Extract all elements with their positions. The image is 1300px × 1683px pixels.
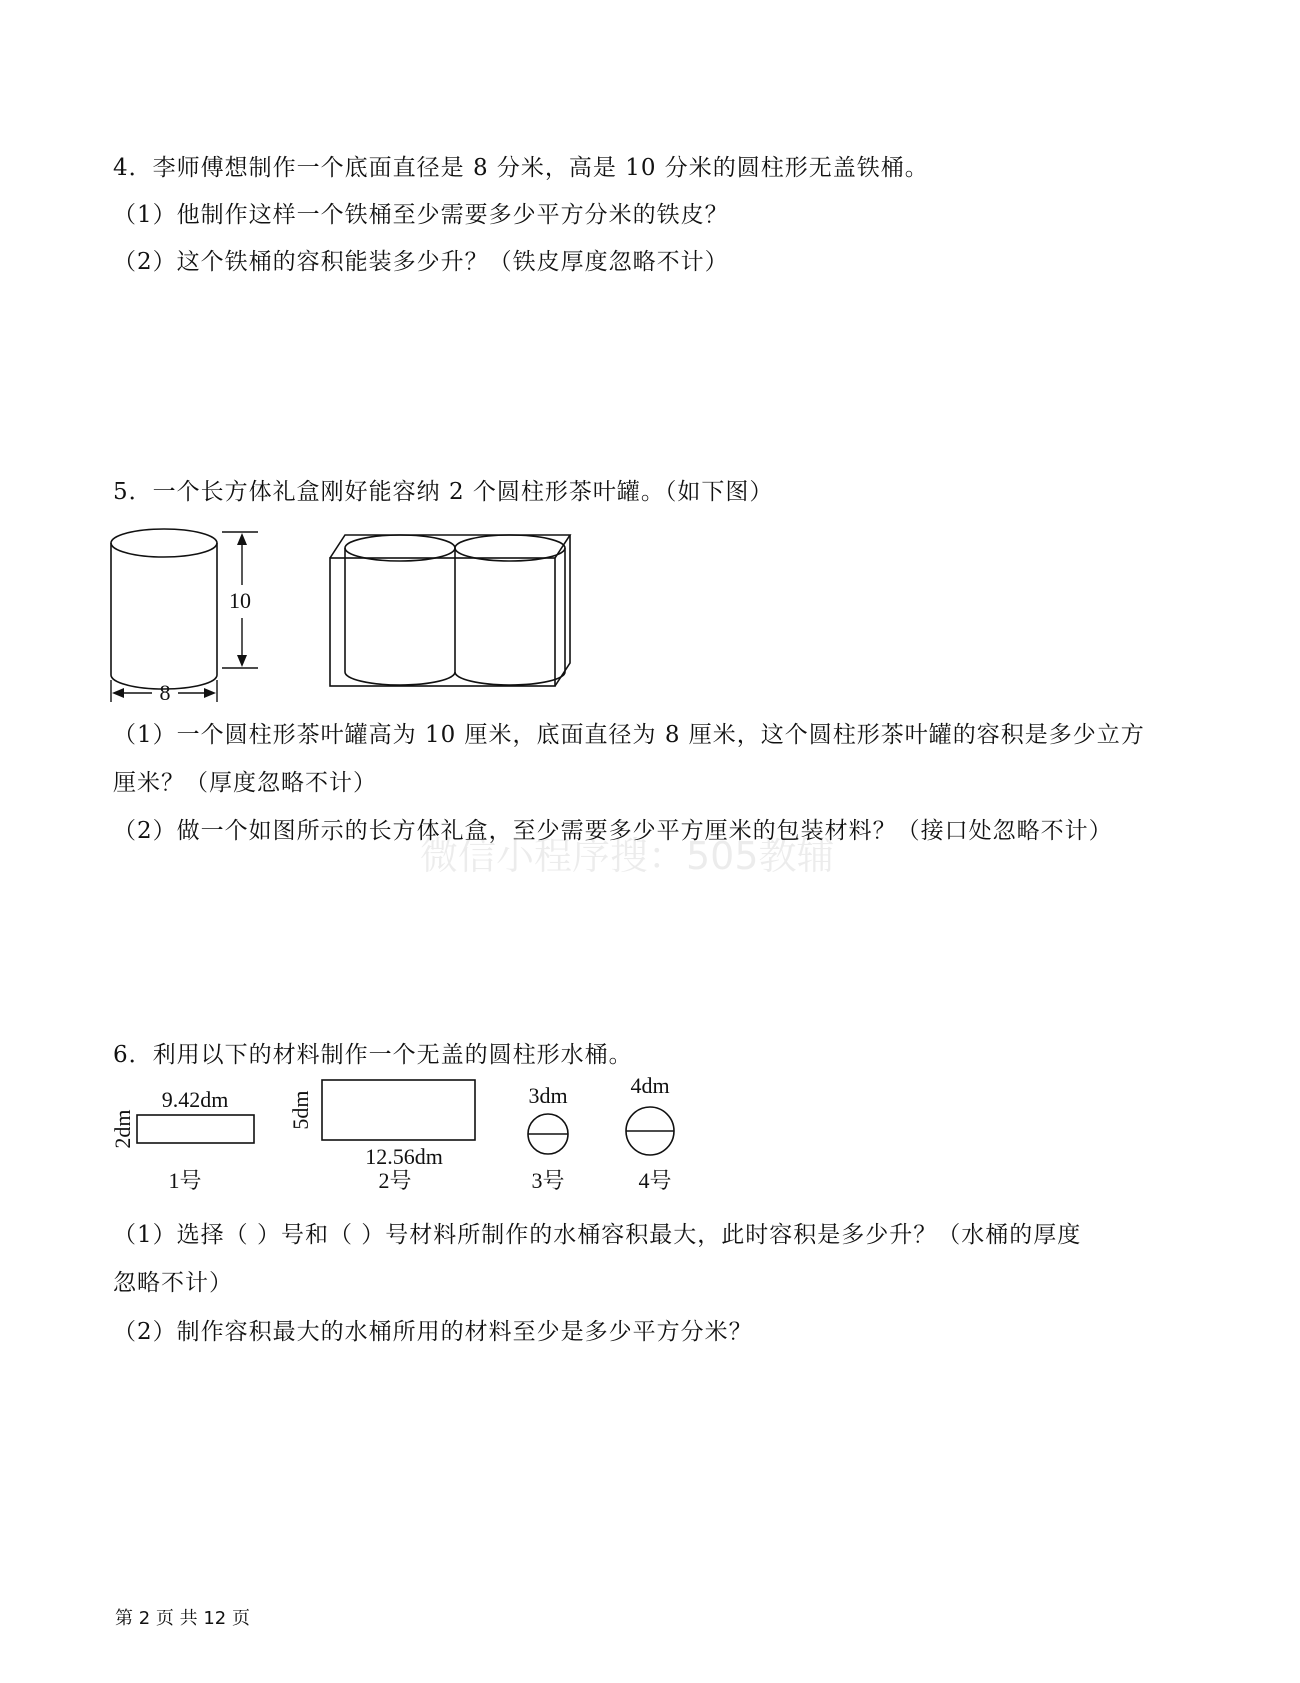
q5-figure — [105, 520, 705, 705]
q6-title: 6．利用以下的材料制作一个无盖的圆柱形水桶。 — [113, 1042, 633, 1068]
q6-part1-line1: （1）选择（ ）号和（ ）号材料所制作的水桶容积最大，此时容积是多少升？（水桶的厚度 — [113, 1222, 1082, 1248]
watermark: 微信小程序搜：505教辅 — [420, 834, 835, 878]
q4-part2: （2）这个铁桶的容积能装多少升？（铁皮厚度忽略不计） — [113, 249, 729, 275]
q5-part2: （2）做一个如图所示的长方体礼盒，至少需要多少平方厘米的包装材料？（接口处忽略不计） — [113, 818, 1113, 844]
q5-part1-line1: （1）一个圆柱形茶叶罐高为 10 厘米，底面直径为 8 厘米，这个圆柱形茶叶罐的容积是多少立方 — [113, 722, 1145, 748]
material-2-number: 2号 — [378, 1168, 412, 1193]
material-4-diameter: 4dm — [630, 1073, 670, 1098]
material-2-width: 5dm — [288, 1090, 313, 1130]
diameter-label: 8 — [159, 680, 171, 705]
material-2 — [288, 1080, 475, 1193]
material-1-number: 1号 — [168, 1168, 202, 1193]
material-3-number: 3号 — [531, 1168, 565, 1193]
material-1 — [110, 1087, 254, 1193]
q4-title: 4．李师傅想制作一个底面直径是 8 分米，高是 10 分米的圆柱形无盖铁桶。 — [113, 155, 929, 181]
material-2-length: 12.56dm — [365, 1144, 443, 1169]
q6-part2: （2）制作容积最大的水桶所用的材料至少是多少平方分米？ — [113, 1319, 753, 1345]
material-1-length: 9.42dm — [161, 1087, 229, 1112]
height-label: 10 — [229, 588, 251, 613]
q6-part1-line2: 忽略不计） — [113, 1270, 233, 1296]
q6-materials-figure — [110, 1070, 710, 1195]
material-4-number: 4号 — [638, 1168, 672, 1193]
q4-part1: （1）他制作这样一个铁桶至少需要多少平方分米的铁皮？ — [113, 202, 729, 228]
q5-title: 5．一个长方体礼盒刚好能容纳 2 个圆柱形茶叶罐。（如下图） — [113, 479, 774, 505]
material-4 — [626, 1073, 674, 1193]
material-3-diameter: 3dm — [528, 1083, 568, 1108]
tea-can-cylinder — [111, 529, 217, 689]
q5-part1-line2: 厘米？（厚度忽略不计） — [113, 770, 377, 796]
material-1-width: 2dm — [110, 1109, 135, 1149]
page-footer: 第 2 页 共 12 页 — [115, 1608, 250, 1629]
material-3 — [528, 1083, 568, 1193]
